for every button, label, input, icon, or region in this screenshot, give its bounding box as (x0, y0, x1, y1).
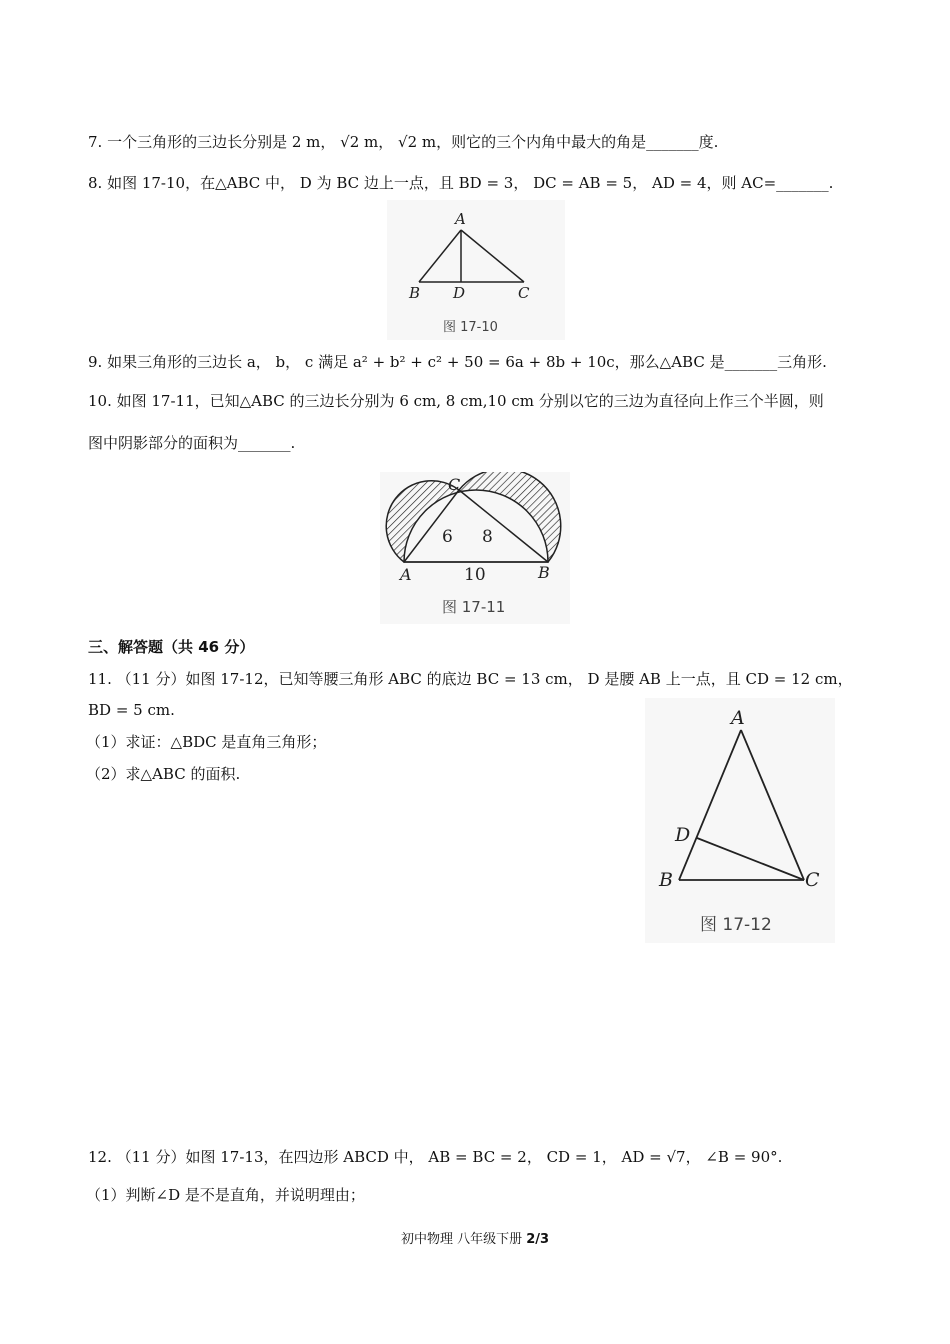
question-10-line-2: 图中阴影部分的面积为_______. (88, 434, 296, 452)
question-11-line-2: BD = 5 cm. (88, 701, 175, 719)
fig-17-12-label-d: D (675, 824, 691, 846)
figure-17-11 (380, 472, 570, 624)
fig-17-12-label-c: C (805, 869, 820, 891)
fig-17-11-label-b: B (538, 563, 550, 582)
question-8: 8. 如图 17-10，在△ABC 中， D 为 BC 边上一点，且 BD = 3， DC = AB = 5， AD = 4，则 AC=_______. (88, 174, 834, 192)
fig-17-12-caption: 图 17-12 (700, 915, 772, 935)
fig-17-11-side-bc: 8 (482, 527, 493, 547)
question-11-line-1: 11. （11 分）如图 17-12，已知等腰三角形 ABC 的底边 BC = 13 cm， D 是腰 AB 上一点，且 CD = 12 cm， (88, 670, 853, 688)
question-11-part-1: （1）求证：△BDC 是直角三角形； (86, 733, 327, 751)
page-footer (0, 1228, 950, 1247)
fig-17-11-label-a: A (400, 565, 412, 584)
fig-17-10-label-b: B (409, 284, 421, 302)
fig-17-11-label-c: C (448, 475, 461, 494)
question-12-part-1: （1）判断∠D 是不是直角，并说明理由； (86, 1186, 365, 1204)
question-10-line-1: 10. 如图 17-11，已知△ABC 的三边长分别为 6 cm, 8 cm,10 cm 分别以它的三边为直径向上作三个半圆，则 (88, 392, 824, 410)
question-9: 9. 如果三角形的三边长 a， b， c 满足 a² + b² + c² + 50 = 6a + 8b + 10c，那么△ABC 是_______三角形. (88, 353, 827, 371)
fig-17-10-label-d: D (453, 284, 466, 302)
fig-17-11-side-ab: 10 (464, 565, 486, 585)
footer-text: 初中物理 八年级下册 (400, 1232, 523, 1247)
question-12-line-1: 12. （11 分）如图 17-13，在四边形 ABCD 中， AB = BC = 2， CD = 1， AD = √7， ∠B = 90°. (88, 1148, 783, 1166)
fig-17-11-caption: 图 17-11 (442, 598, 506, 616)
question-11-part-2: （2）求△ABC 的面积. (86, 765, 241, 783)
fig-17-11-side-ac: 6 (442, 527, 453, 547)
figure-17-12 (645, 698, 835, 943)
fig-17-12-label-a: A (731, 707, 745, 729)
fig-17-10-label-c: C (518, 284, 530, 302)
section-3-title: 三、解答题（共 46 分） (88, 638, 255, 656)
fig-17-12-label-b: B (659, 869, 673, 891)
figure-17-10 (387, 200, 565, 340)
question-7: 7. 一个三角形的三边长分别是 2 m， √2 m， √2 m，则它的三个内角中最大的角是_______度. (88, 133, 719, 151)
page-number: 2/3 (526, 1232, 550, 1247)
fig-17-10-label-a: A (455, 210, 466, 228)
fig-17-10-caption: 图 17-10 (443, 320, 498, 335)
